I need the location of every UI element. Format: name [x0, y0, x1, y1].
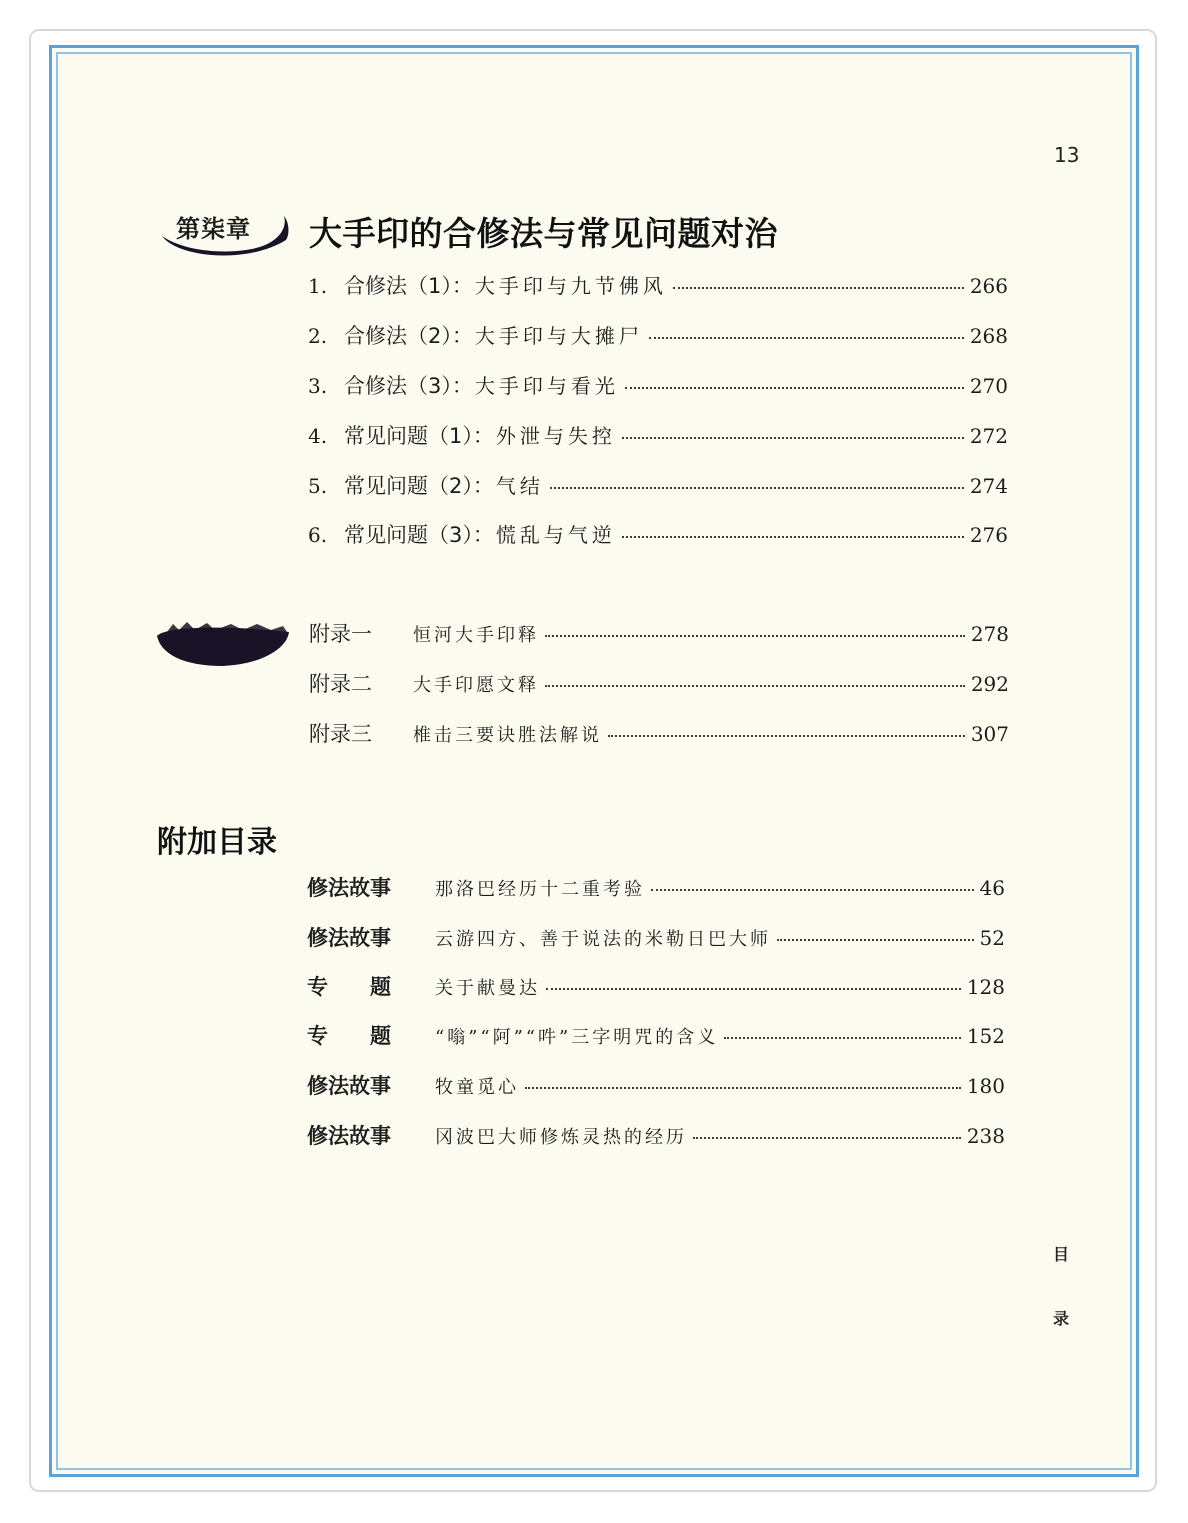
toc-entry-title: 大手印与看光 [474, 374, 619, 398]
toc-leader-dots [724, 1036, 961, 1039]
toc-entry-page: 274 [969, 474, 1008, 498]
toc-entry-kind: 合修法 [344, 374, 407, 398]
toc-entry-sub: （2）： [428, 474, 494, 498]
toc-entry-lead [308, 370, 619, 400]
appendix-label: 附录三 [309, 722, 372, 746]
additional-title: 关于献曼达 [435, 978, 540, 999]
toc-entry-kind: 合修法 [344, 324, 407, 348]
toc-entry-title: 气结 [495, 474, 544, 498]
additional-category: 修法故事 [307, 926, 391, 950]
toc-leader-dots [608, 734, 965, 737]
toc-entry-lead [308, 420, 616, 450]
additional-page: 128 [966, 975, 1005, 999]
toc-entry-number: 2. [308, 324, 328, 348]
additional-entry[interactable] [307, 1120, 1005, 1150]
additional-entry-lead [307, 1120, 687, 1150]
toc-entry[interactable] [308, 370, 1008, 400]
toc-entry-title: 慌乱与气逆 [495, 523, 616, 547]
toc-entry-kind: 常见问题 [344, 424, 428, 448]
toc-entry-kind: 常见问题 [344, 523, 428, 547]
toc-entry-page: 266 [969, 274, 1008, 298]
toc-entry-lead [308, 320, 643, 350]
chapter-title: 大手印的合修法与常见问题对治 [309, 214, 778, 253]
side-label-1: 目 [1053, 1245, 1070, 1264]
toc-entry-title: 大手印与大摊尸 [474, 324, 643, 348]
toc-entry-sub: （1）： [428, 424, 494, 448]
toc-entry[interactable] [308, 320, 1008, 350]
appendix-entry[interactable] [309, 668, 1009, 698]
additional-title: 云游四方、善于说法的米勒日巴大师 [435, 929, 771, 950]
toc-entry-lead [308, 270, 667, 300]
appendix-title: 大手印愿文释 [413, 675, 539, 696]
additional-entry[interactable] [307, 872, 1005, 902]
toc-leader-dots [651, 888, 974, 891]
appendix-entry[interactable] [309, 618, 1009, 648]
additional-entry-lead [307, 872, 645, 902]
toc-entry-kind: 合修法 [344, 274, 407, 298]
additional-entry-lead [307, 922, 771, 952]
toc-leader-dots [550, 486, 964, 489]
toc-leader-dots [693, 1136, 961, 1139]
toc-entry-sub: （1）： [407, 274, 473, 298]
toc-entry-kind: 常见问题 [344, 474, 428, 498]
toc-entry-title: 大手印与九节佛风 [474, 274, 667, 298]
appendix-entry-lead [309, 618, 539, 648]
appendix-page: 278 [970, 622, 1009, 646]
additional-title: 冈波巴大师修炼灵热的经历 [435, 1127, 687, 1148]
additional-entry[interactable] [307, 922, 1005, 952]
appendix-entry[interactable] [309, 718, 1009, 748]
page-number: 13 [1054, 143, 1080, 167]
toc-leader-dots [649, 336, 964, 339]
additional-entry[interactable] [307, 1020, 1005, 1050]
appendix-title: 椎击三要诀胜法解说 [413, 725, 602, 746]
additional-heading: 附加目录 [157, 825, 277, 860]
toc-entry-number: 5. [308, 474, 328, 498]
toc-entry-page: 272 [969, 424, 1008, 448]
toc-leader-dots [545, 634, 965, 637]
appendix-entry-lead [309, 718, 602, 748]
chapter-badge: 第柒章 [176, 215, 251, 243]
toc-entry[interactable] [308, 270, 1008, 300]
appendix-page: 307 [970, 722, 1009, 746]
toc-leader-dots [546, 987, 961, 990]
toc-entry-number: 6. [308, 523, 328, 547]
additional-entry-lead [307, 971, 540, 1001]
additional-entry-lead [307, 1070, 519, 1100]
additional-title: 那洛巴经历十二重考验 [435, 879, 645, 900]
additional-category: 专 题 [307, 975, 391, 999]
toc-leader-dots [622, 535, 964, 538]
toc-entry-sub: （2）： [407, 324, 473, 348]
additional-page: 238 [966, 1124, 1005, 1148]
additional-title: “嗡”“阿”“吽”三字明咒的含义 [435, 1027, 719, 1048]
toc-entry-title: 外泄与失控 [495, 424, 616, 448]
appendix-label: 附录一 [309, 622, 372, 646]
toc-leader-dots [525, 1086, 961, 1089]
page-frame-inner [56, 52, 1132, 1470]
side-label-2: 录 [1053, 1309, 1070, 1328]
toc-entry-number: 1. [308, 274, 328, 298]
toc-entry-sub: （3）： [407, 374, 473, 398]
additional-page: 46 [979, 876, 1005, 900]
toc-entry-page: 276 [969, 523, 1008, 547]
toc-entry-number: 4. [308, 424, 328, 448]
additional-category: 专 题 [307, 1024, 391, 1048]
toc-entry[interactable] [308, 420, 1008, 450]
toc-entry-page: 270 [969, 374, 1008, 398]
additional-category: 修法故事 [307, 876, 391, 900]
additional-title: 牧童觅心 [435, 1077, 519, 1098]
toc-entry[interactable] [308, 470, 1008, 500]
appendix-badge-brush [153, 618, 293, 668]
appendix-label: 附录二 [309, 672, 372, 696]
toc-entry-lead [308, 519, 616, 549]
toc-leader-dots [625, 386, 964, 389]
toc-leader-dots [777, 938, 974, 941]
toc-leader-dots [545, 684, 965, 687]
additional-entry-lead [307, 1020, 718, 1050]
appendix-entry-lead [309, 668, 539, 698]
toc-entry-lead [308, 470, 544, 500]
appendix-page: 292 [970, 672, 1009, 696]
toc-leader-dots [622, 436, 964, 439]
toc-entry-number: 3. [308, 374, 328, 398]
additional-category: 修法故事 [307, 1124, 391, 1148]
toc-entry-sub: （3）： [428, 523, 494, 547]
additional-category: 修法故事 [307, 1074, 391, 1098]
additional-entry[interactable] [307, 1070, 1005, 1100]
additional-page: 180 [966, 1074, 1005, 1098]
toc-entry-page: 268 [969, 324, 1008, 348]
additional-entry[interactable] [307, 971, 1005, 1001]
toc-entry[interactable] [308, 519, 1008, 549]
toc-leader-dots [673, 286, 964, 289]
appendix-title: 恒河大手印释 [413, 625, 539, 646]
additional-page: 152 [966, 1024, 1005, 1048]
additional-page: 52 [979, 926, 1005, 950]
